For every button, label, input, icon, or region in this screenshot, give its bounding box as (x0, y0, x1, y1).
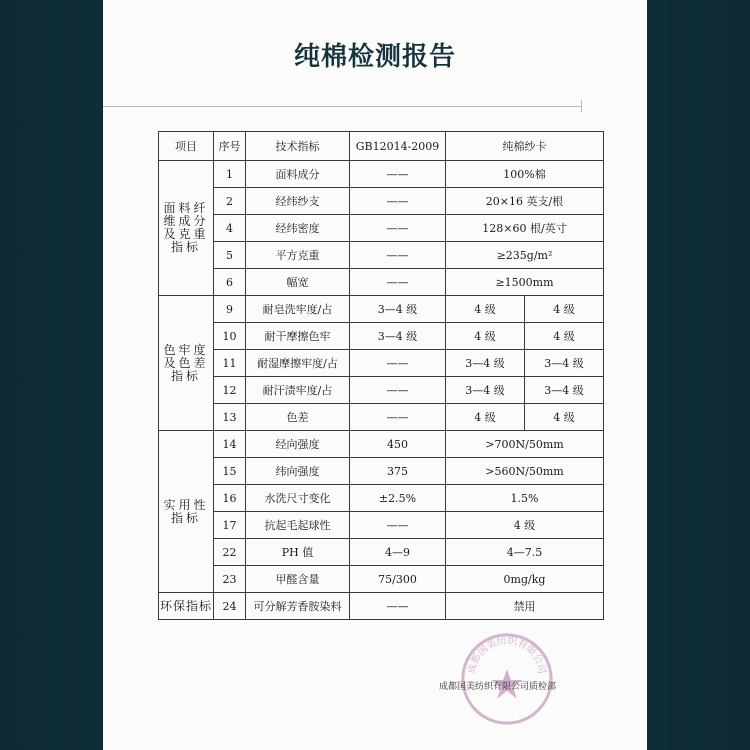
row-number: 12 (214, 377, 246, 404)
table-row (159, 458, 604, 485)
table-row (159, 323, 604, 350)
page-title: 纯棉检测报告 (293, 42, 456, 72)
row-item: 水洗尺寸变化 (246, 485, 350, 512)
svg-text:成都国美纺织有限公司 (465, 633, 549, 674)
row-item: 耐皂洗牢度/占 (246, 296, 350, 323)
table-row (159, 431, 604, 458)
divider (103, 106, 581, 107)
row-number: 13 (214, 404, 246, 431)
row-value-a: 3—4 级 (446, 377, 525, 404)
column-header: 序号 (214, 132, 246, 161)
row-value-a: 4 级 (446, 323, 525, 350)
table-row (159, 242, 604, 269)
row-number: 4 (214, 215, 246, 242)
seal-text: 成都国美纺织有限公司 (466, 635, 548, 675)
report-sheet (103, 0, 647, 750)
row-standard: 3—4 级 (350, 296, 446, 323)
row-standard: —— (350, 161, 446, 188)
row-standard: —— (350, 242, 446, 269)
row-item: 面料成分 (246, 161, 350, 188)
column-header: GB12014-2009 (350, 132, 446, 161)
table-row (159, 566, 604, 593)
row-value: >560N/50mm (446, 458, 604, 485)
row-item: 幅宽 (246, 269, 350, 296)
row-standard: —— (350, 512, 446, 539)
row-item: 色差 (246, 404, 350, 431)
row-standard: —— (350, 188, 446, 215)
column-header: 技术指标 (246, 132, 350, 161)
row-value: 128×60 根/英寸 (446, 215, 604, 242)
row-number: 6 (214, 269, 246, 296)
row-standard: —— (350, 215, 446, 242)
row-value: 0mg/kg (446, 566, 604, 593)
row-item: 耐汗渍牢度/占 (246, 377, 350, 404)
row-item: PH 值 (246, 539, 350, 566)
report-table (158, 131, 604, 620)
row-standard: —— (350, 404, 446, 431)
table-row (159, 404, 604, 431)
row-number: 1 (214, 161, 246, 188)
table-row (159, 593, 604, 620)
row-value-b: 4 级 (525, 296, 604, 323)
divider-corner (565, 100, 582, 112)
row-value-a: 3—4 级 (446, 350, 525, 377)
row-value: 1.5% (446, 485, 604, 512)
row-value-a: 4 级 (446, 404, 525, 431)
row-standard: 3—4 级 (350, 323, 446, 350)
group-label-color: 色牢度及色差指标 (159, 296, 214, 431)
row-item: 耐干摩擦色牢 (246, 323, 350, 350)
row-item: 耐湿摩擦牢度/占 (246, 350, 350, 377)
table-row (159, 485, 604, 512)
row-value-b: 3—4 级 (525, 350, 604, 377)
row-standard: 75/300 (350, 566, 446, 593)
table-header-row (159, 132, 604, 161)
row-number: 22 (214, 539, 246, 566)
table-row (159, 296, 604, 323)
row-item: 平方克重 (246, 242, 350, 269)
column-header: 项目 (159, 132, 214, 161)
row-standard: ±2.5% (350, 485, 446, 512)
row-number: 10 (214, 323, 246, 350)
row-number: 15 (214, 458, 246, 485)
row-standard: 450 (350, 431, 446, 458)
row-value: ≥1500mm (446, 269, 604, 296)
table-row (159, 215, 604, 242)
row-number: 11 (214, 350, 246, 377)
row-item: 经纬密度 (246, 215, 350, 242)
row-item: 可分解芳香胺染料 (246, 593, 350, 620)
row-number: 16 (214, 485, 246, 512)
table-row (159, 269, 604, 296)
row-value: >700N/50mm (446, 431, 604, 458)
row-standard: —— (350, 350, 446, 377)
group-label-fabric: 面料纤维成分及克重指标 (159, 161, 214, 296)
row-item: 经纬纱支 (246, 188, 350, 215)
row-number: 5 (214, 242, 246, 269)
table-row (159, 161, 604, 188)
group-label-env: 环保指标 (159, 593, 214, 620)
table-row (159, 188, 604, 215)
row-value: 20×16 英支/根 (446, 188, 604, 215)
row-value: 4 级 (446, 512, 604, 539)
row-value-a: 4 级 (446, 296, 525, 323)
row-item: 经向强度 (246, 431, 350, 458)
row-standard: —— (350, 377, 446, 404)
table-row (159, 539, 604, 566)
row-item: 纬向强度 (246, 458, 350, 485)
row-value: ≥235g/m² (446, 242, 604, 269)
row-value-b: 4 级 (525, 404, 604, 431)
table-row (159, 377, 604, 404)
row-number: 14 (214, 431, 246, 458)
row-value: 4—7.5 (446, 539, 604, 566)
row-item: 抗起毛起球性 (246, 512, 350, 539)
group-label-practical: 实用性指标 (159, 431, 214, 593)
row-standard: —— (350, 269, 446, 296)
row-value-b: 4 级 (525, 323, 604, 350)
table-row (159, 350, 604, 377)
row-standard: 375 (350, 458, 446, 485)
issuer-label: 成都国美纺织有限公司质检部 (439, 682, 557, 692)
row-number: 2 (214, 188, 246, 215)
column-header: 纯棉纱卡 (446, 132, 604, 161)
row-standard: 4—9 (350, 539, 446, 566)
row-value-b: 3—4 级 (525, 377, 604, 404)
row-number: 9 (214, 296, 246, 323)
row-number: 23 (214, 566, 246, 593)
row-item: 甲醛含量 (246, 566, 350, 593)
row-standard: —— (350, 593, 446, 620)
row-number: 24 (214, 593, 246, 620)
row-value: 禁用 (446, 593, 604, 620)
table-row (159, 512, 604, 539)
row-number: 17 (214, 512, 246, 539)
row-value: 100%棉 (446, 161, 604, 188)
